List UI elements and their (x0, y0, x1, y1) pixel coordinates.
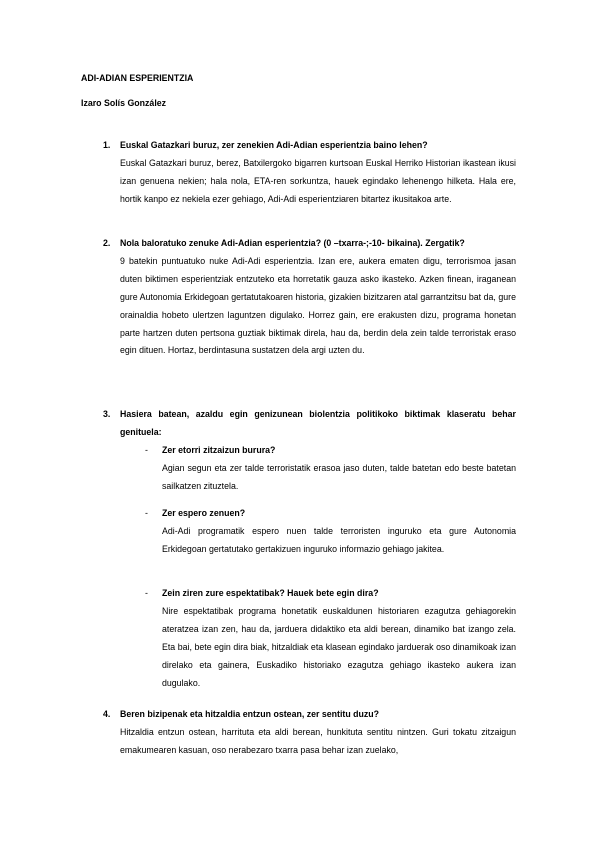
document-title: ADI-ADIAN ESPERIENTZIA (81, 73, 194, 83)
list-dash: - (145, 508, 148, 518)
list-dash: - (145, 588, 148, 598)
answer-text: 9 batekin puntuatuko nuke Adi-Adi esperientzia. Izan ere, aukera ematen digu, terrorismoa jasan duten biktimen esperientziak entzuteko eta horretatik gauza asko ikasteko. Azken finean, iraganean gure Autonomia Erkidegoan gertatutakoaren historia, gizakien bizitzaren atal garrantzitsu bat da, gure orainaldia hobeto ulertzen laguntzen digulako. Horrez gain, ere erakusten dizu, programa honetan parte hartzen duten pertsona guztiak biktimak direla, hau da, berdin dela zein talde terroristak eraso egin dituen. Hortaz, berdintasuna sustatzen dela argi uzten du. (120, 255, 516, 356)
question-number: 2. (103, 238, 111, 248)
answer-text: Hitzaldia entzun ostean, harrituta eta aldi berean, hunkituta sentitu nintzen. Guri tokatu zitzaigun emakumearen kasuan, oso nerabezaro txarra pasa behar izan zuelako, (120, 726, 516, 755)
question-text: Nola baloratuko zenuke Adi-Adian esperientzia? (0 –txarra-;-10- bikaina). Zergatik? (120, 238, 465, 248)
question-2 (103, 235, 516, 360)
subanswer-text: Agian segun eta zer talde terroristatik erasoa jaso duten, talde batetan edo beste batetan sailkatzen zituztela. (162, 462, 516, 491)
subquestion-text: Zer espero zenuen? (162, 508, 246, 518)
question-3 (103, 406, 516, 442)
question-4 (103, 706, 516, 760)
subquestion-2 (145, 505, 516, 559)
question-text: Euskal Gatazkari buruz, zer zenekien Adi-Adian esperientzia baino lehen? (120, 140, 428, 150)
question-number: 1. (103, 140, 111, 150)
subquestion-text: Zer etorri zitzaizun burura? (162, 445, 276, 455)
document-author: Izaro Solís González (81, 98, 167, 108)
subquestion-3 (145, 585, 516, 692)
list-dash: - (145, 445, 148, 455)
question-number: 4. (103, 709, 111, 719)
answer-text: Euskal Gatazkari buruz, berez, Batxilergoko bigarren kurtsoan Euskal Herriko Historian ikastean ikusi izan genuena nekien; hala nola, ETA-ren sorkuntza, hauek egindako lehenengo hilketa. Hala ere, hortik kanpo ez nekiela ezer gehiago, Adi-Adi esperientziaren bitartez ikusitakoa arte. (120, 157, 516, 204)
question-text: Beren bizipenak eta hitzaldia entzun ostean, zer sentitu duzu? (120, 709, 380, 719)
question-number: 3. (103, 409, 111, 419)
subanswer-text: Nire espektatibak programa honetatik euskaldunen historiaren ezagutza gehiagorekin ateratzea izan zen, hau da, jarduera didaktiko eta aldi berean, dinamiko bat izango zela. Eta bai, bete egin dira biak, hitzaldiak eta klasean egindako jarduerak oso dinamikoak izan direlako eta gainera, Euskadiko historiako ezagutza gehiago ikasteko aukera izan dugulako. (162, 605, 516, 688)
subquestion-1 (145, 442, 516, 496)
subanswer-text: Adi-Adi programatik espero nuen talde terroristen inguruko eta gure Autonomia Erkidegoan gertatutako gertakizuen inguruko informazio gehiago jakitea. (162, 525, 516, 554)
question-text: Hasiera batean, azaldu egin genizunean biolentzia politikoko biktimak klaseratu behar genituela: (120, 409, 516, 437)
question-1 (103, 137, 516, 209)
subquestion-text: Zein ziren zure espektatibak? Hauek bete egin dira? (162, 588, 379, 598)
